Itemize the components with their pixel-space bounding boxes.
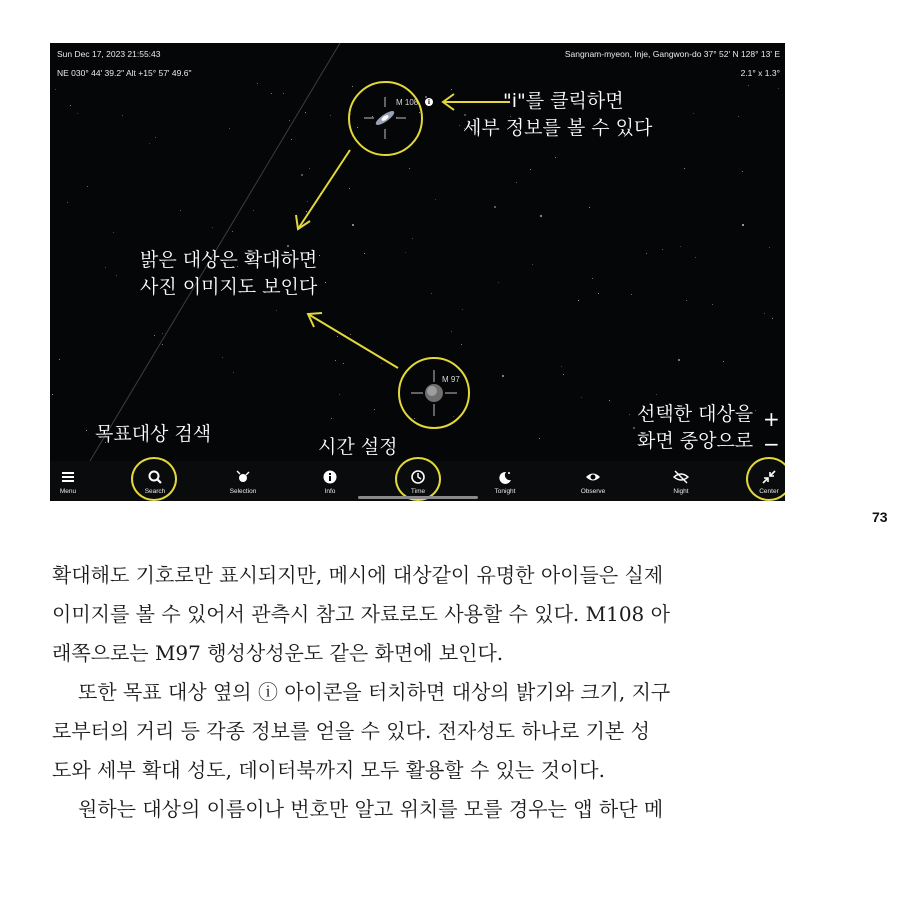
toolbar-selection-label: Selection [229,488,257,495]
toolbar-menu-button[interactable] [50,461,98,501]
bottom-toolbar [50,461,785,501]
location-readout: Sangnam-myeon, Inje, Gangwon-do 37° 52' N 128° 13' E [564,49,780,59]
toolbar-search-label: Search [144,488,166,495]
m97-label: M 97 [442,375,460,384]
time-annotation: 시간 설정 [318,436,398,458]
bright-annotation-line2: 사진 이미지도 보인다 [140,276,318,298]
zoom-in-button[interactable]: + [763,407,780,431]
paragraph-line: 확대해도 기호로만 표시되지만, 메시에 대상같이 유명한 아이들은 실제 [52,563,664,587]
search-annotation: 목표대상 검색 [95,423,212,445]
datetime-readout: Sun Dec 17, 2023 21:55:43 [57,49,161,59]
fov-readout: 2.1° x 1.3° [740,68,780,78]
time-highlight-ring [395,457,441,501]
info-icon[interactable]: i [425,98,433,106]
info-annotation [463,88,652,142]
center-annotation-line1: 선택한 대상을 [637,403,754,425]
info-annotation-line1: "i"를 클릭하면 [503,90,624,112]
moon-star-icon [497,469,513,485]
center-highlight-ring [746,457,785,501]
center-annotation [637,401,753,455]
paragraph-line: 원하는 대상의 이름이나 번호만 알고 위치를 모를 경우는 앱 하단 메 [78,797,664,821]
pointing-readout: NE 030° 44' 39.2" Alt +15° 57' 49.6" [57,68,192,78]
bright-annotation [140,247,317,301]
toolbar-night-label: Night [673,488,689,495]
toolbar-observe-button[interactable] [563,461,623,501]
m108-label: M 108 [396,98,419,107]
toolbar-tonight-button[interactable] [475,461,535,501]
zoom-out-button[interactable]: − [763,432,780,456]
toolbar-tonight-label: Tonight [494,488,516,495]
body-text [52,556,792,829]
toolbar-center-label: Center [759,488,779,495]
night-eye-icon [673,469,689,485]
bright-annotation-line1: 밝은 대상은 확대하면 [140,249,318,271]
center-annotation-line2: 화면 중앙으로 [637,430,754,452]
search-highlight-ring [131,457,177,501]
toolbar-selection-button[interactable] [213,461,273,501]
paragraph-line: 래쪽으로는 M97 행성상성운도 같은 화면에 보인다. [52,641,504,665]
page-number: 73 [872,509,888,525]
eye-icon [585,469,601,485]
toolbar-time-label: Time [410,488,426,495]
toolbar-info-label: Info [324,488,336,495]
paragraph-line: 도와 세부 확대 성도, 데이터북까지 모두 활용할 수 있는 것이다. [52,758,605,782]
paragraph-line: 이미지를 볼 수 있어서 관측시 참고 자료로도 사용할 수 있다. M108 아 [52,602,670,626]
paragraph-line: 로부터의 거리 등 각종 정보를 얻을 수 있다. 전자성도 하나로 기본 성 [52,719,650,743]
info-annotation-line2: 세부 정보를 볼 수 있다 [463,117,653,139]
paragraph-line: 또한 목표 대상 옆의 ⓘ 아이콘을 터치하면 대상의 밝기와 크기, 지구 [78,680,671,704]
menu-icon [60,469,76,485]
home-indicator [358,496,478,499]
info-circle-icon [322,469,338,485]
toolbar-observe-label: Observe [580,488,606,495]
toolbar-info-button[interactable] [300,461,360,501]
app-screenshot [50,43,785,501]
toolbar-menu-label: Menu [59,488,77,495]
toolbar-night-button[interactable] [651,461,711,501]
selection-icon [235,469,251,485]
